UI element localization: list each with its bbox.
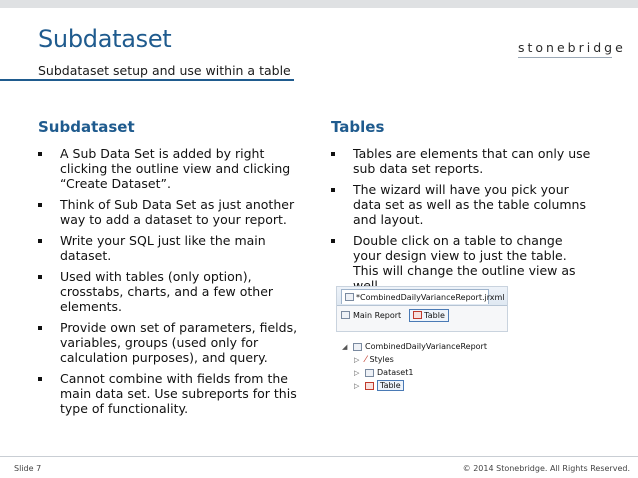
bullet-text: Cannot combine with fields from the main data set. Use subreports for this type of functionality. (60, 371, 297, 416)
breadcrumb-main-report[interactable]: Main Report (353, 310, 402, 320)
report-icon (353, 343, 362, 351)
bullet-icon (38, 152, 42, 156)
expand-arrow-icon: ▷ (354, 368, 360, 377)
bullet-text: Provide own set of parameters, fields, variables, groups (used only for calculation purposes), and query. (60, 320, 298, 365)
editor-tab-bar (337, 287, 507, 306)
stonebridge-logo: stonebridge (518, 40, 626, 55)
bullet-icon (38, 326, 42, 330)
list-item (331, 233, 593, 293)
footer-rule (0, 456, 638, 457)
bullet-icon (331, 239, 335, 243)
breadcrumb-table-label: Table (424, 310, 445, 320)
list-item (331, 146, 593, 176)
bullet-text: The wizard will have you pick your data set as well as the table columns and layout. (353, 182, 586, 227)
left-bullet-list (38, 146, 306, 422)
bullet-icon (38, 275, 42, 279)
tree-item-styles[interactable] (354, 354, 394, 365)
right-bullet-list (331, 146, 593, 299)
table-icon (413, 311, 422, 319)
tree-item-table[interactable] (354, 380, 404, 391)
breadcrumb (337, 306, 507, 324)
report-file-icon (345, 293, 354, 301)
top-bar (0, 0, 638, 8)
bullet-text: Used with tables (only option), crosstabs, charts, and a few other elements. (60, 269, 274, 314)
bullet-text: A Sub Data Set is added by right clicking the outline view and clicking “Create Dataset”. (60, 146, 291, 191)
copyright: © 2014 Stonebridge. All Rights Reserved. (462, 464, 630, 473)
list-item (331, 182, 593, 227)
logo-underline (518, 57, 612, 58)
list-item (38, 320, 306, 365)
list-item (38, 371, 306, 416)
bullet-icon (38, 203, 42, 207)
dataset-icon (365, 369, 374, 377)
editor-screenshot (336, 286, 508, 332)
bullet-icon (331, 152, 335, 156)
slide-title: Subdataset (38, 25, 172, 53)
title-underline (0, 79, 294, 81)
tree-item-label: Styles (369, 355, 394, 364)
editor-tab[interactable] (341, 289, 505, 304)
bullet-icon (331, 188, 335, 192)
expand-arrow-icon: ▷ (354, 355, 360, 364)
slide-number: Slide 7 (14, 464, 42, 473)
brush-icon: ⁄ (365, 354, 367, 365)
bullet-icon (38, 377, 42, 381)
slide-subtitle: Subdataset setup and use within a table (38, 63, 291, 78)
list-item (38, 197, 306, 227)
bullet-icon (38, 239, 42, 243)
editor-tab-title: *CombinedDailyVarianceReport.jrxml (356, 292, 505, 302)
bullet-text: Tables are elements that can only use sub data set reports. (353, 146, 591, 176)
report-icon (341, 311, 350, 319)
breadcrumb-table[interactable] (409, 309, 449, 322)
table-icon (365, 382, 374, 390)
left-heading: Subdataset (38, 118, 135, 136)
bullet-text: Think of Sub Data Set as just another way to add a dataset to your report. (60, 197, 295, 227)
outline-screenshot (336, 339, 506, 403)
collapse-arrow-icon: ◢ (342, 342, 348, 351)
list-item (38, 146, 306, 191)
expand-arrow-icon: ▷ (354, 381, 360, 390)
tree-item-label: Table (377, 380, 404, 391)
tree-item-label: Dataset1 (377, 368, 414, 377)
bullet-text: Double click on a table to change your design view to just the table. This will change the outline view as (353, 233, 576, 278)
list-item (38, 269, 306, 314)
list-item (38, 233, 306, 263)
tree-item-dataset1[interactable] (354, 367, 413, 378)
bullet-text: Write your SQL just like the main dataset. (60, 233, 266, 263)
right-heading: Tables (331, 118, 385, 136)
tree-root-label: CombinedDailyVarianceReport (365, 342, 487, 351)
tree-root[interactable] (342, 341, 487, 352)
